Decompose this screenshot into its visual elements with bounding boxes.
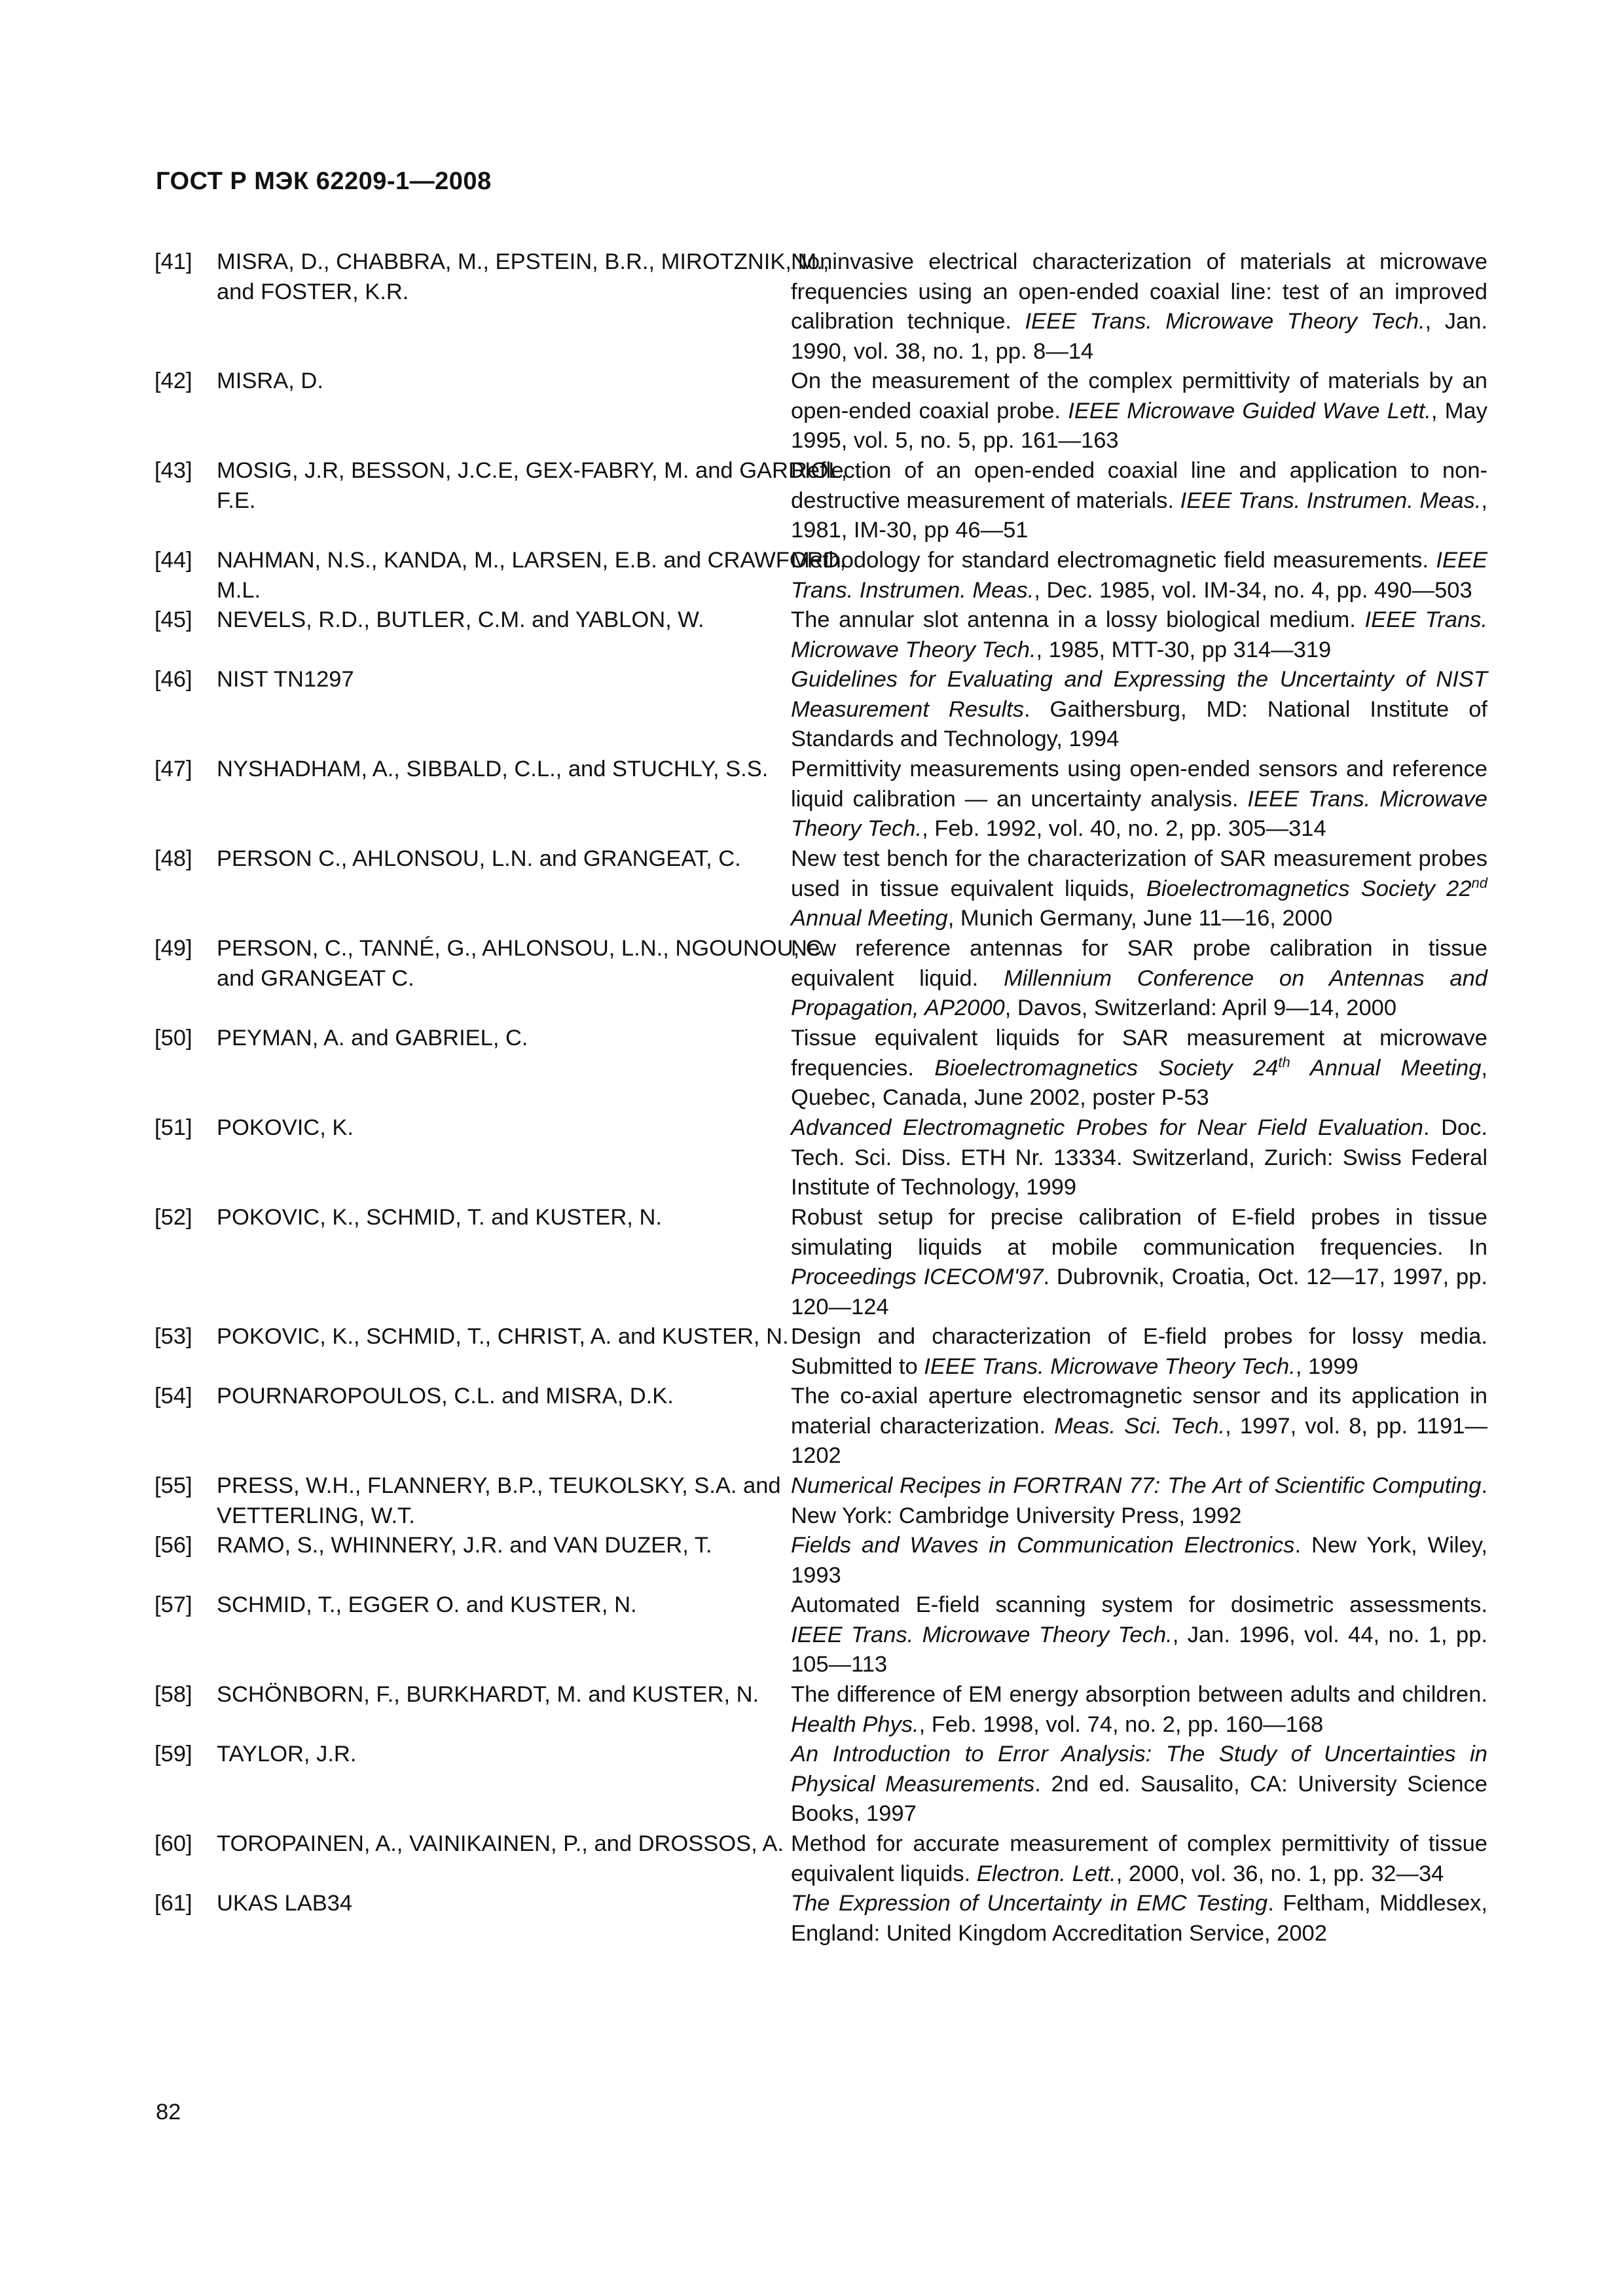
reference-entry [155, 1889, 1487, 1948]
reference-citation: Tissue equivalent liquids for SAR measurement at microwave frequencies. Bioelectromagnetics Society 24th Annual Meeting, Quebec, Canada, June 2002, poster P-53 [791, 1026, 1487, 1110]
reference-entry [155, 1829, 1487, 1889]
reference-number: [53] [155, 1324, 192, 1349]
reference-number: [50] [155, 1026, 192, 1050]
reference-entry [155, 1322, 1487, 1382]
reference-citation: Method for accurate measurement of complex permittivity of tissue equivalent liquids. Electron. Lett., 2000, vol. 36, no. 1, pp. 32—34 [791, 1831, 1487, 1886]
reference-entry [155, 1024, 1487, 1113]
reference-number: [57] [155, 1592, 192, 1617]
reference-number: [56] [155, 1533, 192, 1558]
reference-authors: PERSON, C., TANNÉ, G., AHLONSOU, L.N., NGOUNOU, C. and GRANGEAT C. [217, 936, 829, 991]
reference-citation: Guidelines for Evaluating and Expressing the Uncertainty of NIST Measurement Results. Gaithersburg, MD: National Institute of Standards and Technology, 1994 [791, 667, 1487, 751]
reference-number: [61] [155, 1891, 192, 1916]
reference-entry [155, 546, 1487, 605]
reference-entry [155, 934, 1487, 1024]
reference-citation: The annular slot antenna in a lossy biological medium. IEEE Trans. Microwave Theory Tech., 1985, MTT-30, pp 314—319 [791, 607, 1487, 662]
reference-number: [54] [155, 1384, 192, 1408]
reference-entry [155, 1740, 1487, 1829]
reference-citation: The co-axial aperture electromagnetic sensor and its application in material characterization. Meas. Sci. Tech., 1997, vol. 8, pp. 1191—1202 [791, 1384, 1487, 1468]
reference-list [155, 247, 1487, 1948]
reference-citation: An Introduction to Error Analysis: The Study of Uncertainties in Physical Measurements. 2nd ed. Sausalito, CA: University Science Books, 1997 [791, 1742, 1487, 1826]
reference-authors: NAHMAN, N.S., KANDA, M., LARSEN, E.B. and CRAWFORD, M.L. [217, 548, 847, 603]
reference-entry [155, 605, 1487, 665]
reference-citation: Automated E-field scanning system for dosimetric assessments. IEEE Trans. Microwave Theory Tech., Jan. 1996, vol. 44, no. 1, pp. 105—113 [791, 1592, 1487, 1677]
reference-authors: PEYMAN, A. and GABRIEL, C. [217, 1026, 528, 1050]
reference-number: [51] [155, 1115, 192, 1140]
reference-number: [47] [155, 757, 192, 781]
reference-entry [155, 1382, 1487, 1471]
reference-entry [155, 1531, 1487, 1590]
reference-entry [155, 1590, 1487, 1680]
reference-citation: Fields and Waves in Communication Electronics. New York, Wiley, 1993 [791, 1533, 1487, 1588]
reference-authors: PRESS, W.H., FLANNERY, B.P., TEUKOLSKY, S.A. and VETTERLING, W.T. [217, 1473, 781, 1528]
reference-citation: Methodology for standard electromagnetic field measurements. IEEE Trans. Instrumen. Meas., Dec. 1985, vol. IM-34, no. 4, pp. 490—503 [791, 548, 1487, 603]
reference-authors: POKOVIC, K., SCHMID, T., CHRIST, A. and KUSTER, N. [217, 1324, 789, 1349]
reference-number: [41] [155, 249, 192, 274]
reference-citation: The difference of EM energy absorption between adults and children. Health Phys., Feb. 1998, vol. 74, no. 2, pp. 160—168 [791, 1682, 1487, 1737]
reference-citation: Design and characterization of E-field probes for lossy media. Submitted to IEEE Trans. Microwave Theory Tech., 1999 [791, 1324, 1487, 1379]
reference-authors: TAYLOR, J.R. [217, 1742, 357, 1767]
reference-citation: Permittivity measurements using open-ended sensors and reference liquid calibration — an uncertainty analysis. IEEE Trans. Microwave Theory Tech., Feb. 1992, vol. 40, no. 2, pp. 305—314 [791, 757, 1487, 841]
reference-authors: UKAS LAB34 [217, 1891, 353, 1916]
reference-number: [55] [155, 1473, 192, 1498]
reference-entry [155, 1680, 1487, 1740]
reference-citation: Noninvasive electrical characterization of materials at microwave frequencies using an open-ended coaxial line: test of an improved calibration technique. IEEE Trans. Microwave Theory Tech., Jan. 1990, vol. 38, no. 1, pp. 8—14 [791, 249, 1487, 364]
reference-authors: MOSIG, J.R, BESSON, J.C.E, GEX-FABRY, M. and GARDIOL, F.E. [217, 458, 848, 513]
reference-authors: NIST TN1297 [217, 667, 354, 692]
reference-citation: Robust setup for precise calibration of E-field probes in tissue simulating liquids at mobile communication frequencies. In Proceedings ICECOM'97. Dubrovnik, Croatia, Oct. 12—17, 1997, pp. 120—124 [791, 1205, 1487, 1319]
page-number: 82 [156, 2100, 181, 2125]
reference-entry [155, 456, 1487, 546]
reference-authors: POKOVIC, K., SCHMID, T. and KUSTER, N. [217, 1205, 662, 1230]
reference-authors: NEVELS, R.D., BUTLER, C.M. and YABLON, W. [217, 607, 704, 632]
reference-authors: MISRA, D. [217, 368, 323, 393]
reference-authors: RAMO, S., WHINNERY, J.R. and VAN DUZER, T. [217, 1533, 712, 1558]
reference-entry [155, 367, 1487, 456]
reference-citation: New reference antennas for SAR probe calibration in tissue equivalent liquid. Millennium Conference on Antennas and Propagation, AP2000, Davos, Switzerland: April 9—14, 2000 [791, 936, 1487, 1020]
reference-number: [45] [155, 607, 192, 632]
reference-citation: Advanced Electromagnetic Probes for Near Field Evaluation. Doc. Tech. Sci. Diss. ETH Nr. 13334. Switzerland, Zurich: Swiss Federal Institute of Technology, 1999 [791, 1115, 1488, 1200]
reference-authors: NYSHADHAM, A., SIBBALD, C.L., and STUCHLY, S.S. [217, 757, 769, 781]
reference-number: [42] [155, 368, 192, 393]
reference-citation: The Expression of Uncertainty in EMC Testing. Feltham, Middlesex, England: United Kingdom Accreditation Service, 2002 [791, 1891, 1487, 1946]
reference-entry [155, 1203, 1487, 1322]
reference-citation: Numerical Recipes in FORTRAN 77: The Art of Scientific Computing. New York: Cambridge University Press, 1992 [791, 1473, 1487, 1528]
reference-entry [155, 1113, 1487, 1203]
reference-number: [49] [155, 936, 192, 961]
reference-citation: New test bench for the characterization of SAR measurement probes used in tissue equivalent liquids, Bioelectromagnetics Society 22nd Annual Meeting, Munich Germany, June 11—16, 2000 [791, 846, 1487, 931]
reference-number: [59] [155, 1742, 192, 1767]
reference-citation: On the measurement of the complex permittivity of materials by an open-ended coaxial probe. IEEE Microwave Guided Wave Lett., May 1995, vol. 5, no. 5, pp. 161—163 [791, 368, 1487, 453]
reference-number: [52] [155, 1205, 192, 1230]
reference-number: [46] [155, 667, 192, 692]
reference-number: [60] [155, 1831, 192, 1856]
reference-authors: POKOVIC, K. [217, 1115, 354, 1140]
reference-entry [155, 844, 1487, 934]
reference-entry [155, 755, 1487, 844]
reference-number: [44] [155, 548, 192, 573]
reference-citation: Reflection of an open-ended coaxial line and application to non-destructive measurement of materials. IEEE Trans. Instrumen. Meas., 1981, IM-30, pp 46—51 [791, 458, 1487, 543]
reference-authors: SCHÖNBORN, F., BURKHARDT, M. and KUSTER, N. [217, 1682, 759, 1707]
reference-authors: SCHMID, T., EGGER O. and KUSTER, N. [217, 1592, 637, 1617]
reference-authors: MISRA, D., CHABBRA, M., EPSTEIN, B.R., MIROTZNIK, M., and FOSTER, K.R. [217, 249, 830, 304]
reference-authors: TOROPAINEN, A., VAINIKAINEN, P., and DROSSOS, A. [217, 1831, 784, 1856]
reference-authors: POURNAROPOULOS, C.L. and MISRA, D.K. [217, 1384, 674, 1408]
reference-number: [58] [155, 1682, 192, 1707]
reference-entry [155, 247, 1487, 367]
reference-entry [155, 1471, 1487, 1531]
reference-entry [155, 665, 1487, 755]
reference-number: [43] [155, 458, 192, 483]
page-header: ГОСТ Р МЭК 62209-1—2008 [156, 168, 492, 195]
reference-authors: PERSON C., AHLONSOU, L.N. and GRANGEAT, C. [217, 846, 741, 871]
reference-number: [48] [155, 846, 192, 871]
